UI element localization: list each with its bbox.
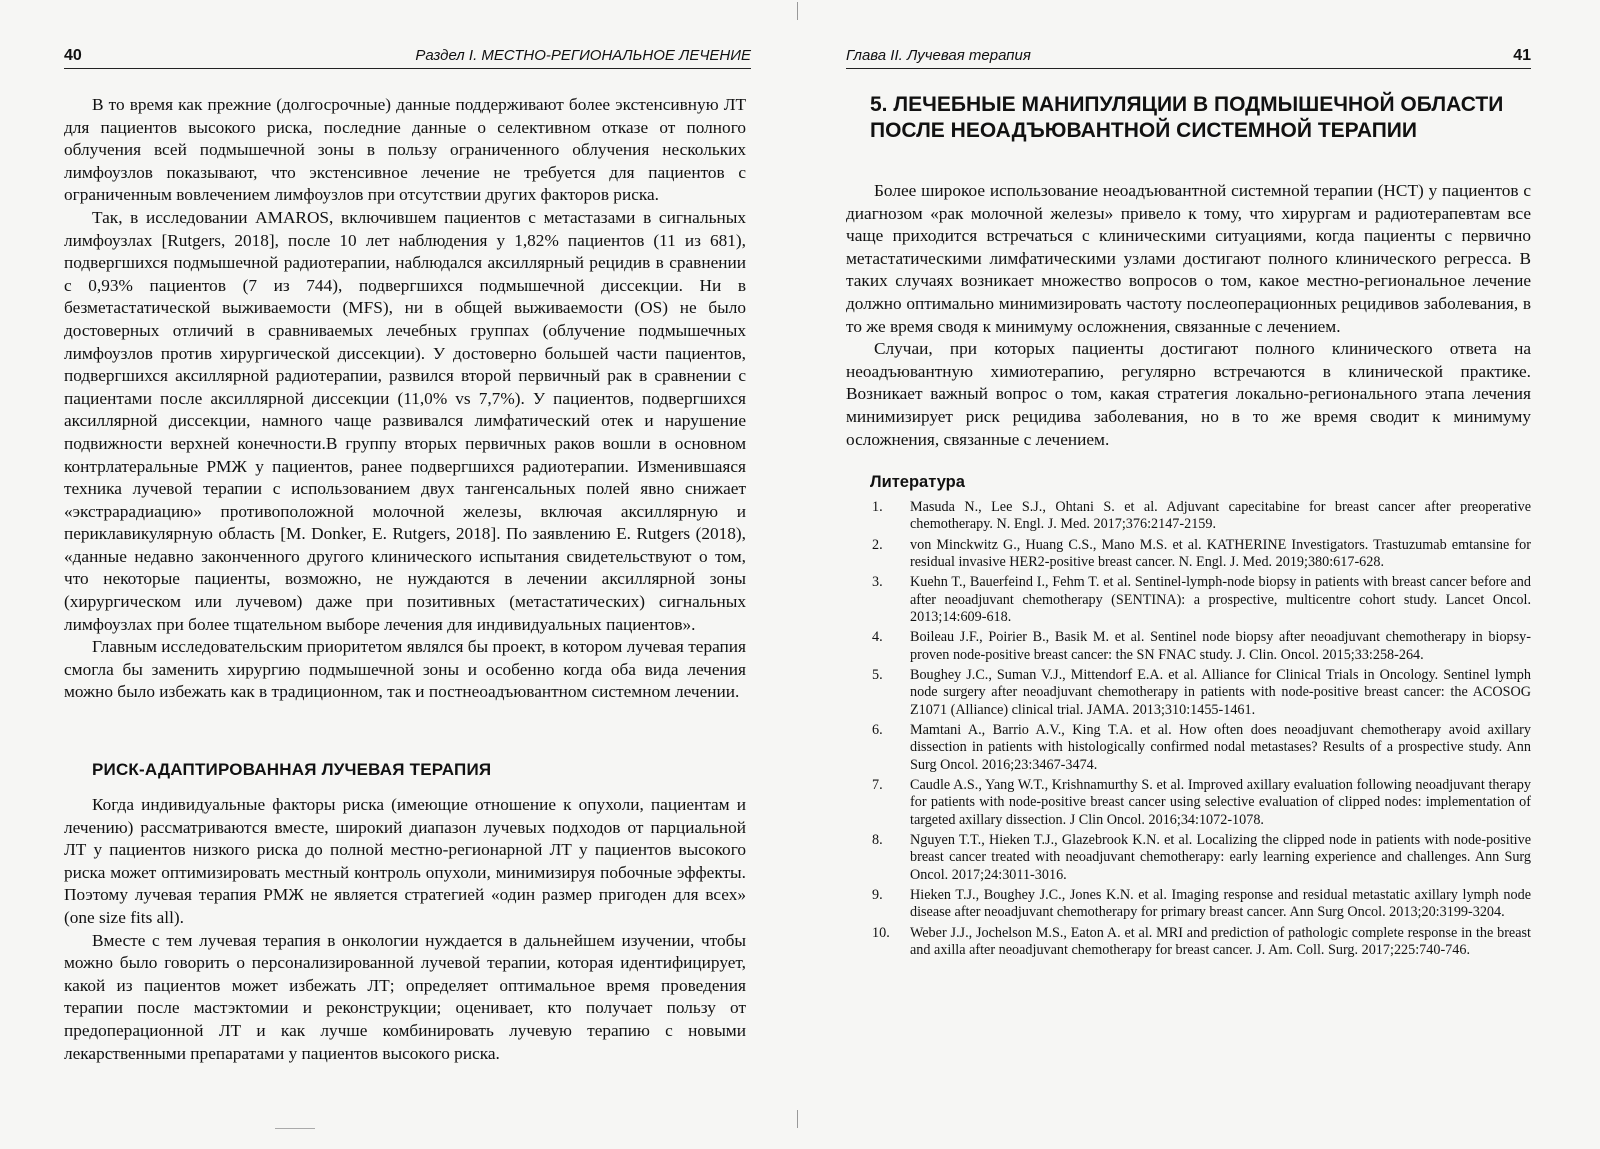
reference-item [846,925,1531,960]
reference-item [846,722,1531,774]
page-number: 41 [1513,47,1531,64]
body-text [846,180,1531,451]
reference-item [846,499,1531,534]
running-title: Глава II. Лучевая терапия [846,47,1031,64]
literature-heading: Литература [870,473,965,491]
reference-item [846,574,1531,626]
reference-item [846,832,1531,884]
reference-number: 10. [872,924,890,941]
reference-text: Mamtani A., Barrio A.V., King T.A. et al. How often does neoadjuvant chemotherapy avoid axillary dissection in patients with histologically confirmed nodal metastases? Results of a prospective study. Ann Surg Oncol. 2016;23:3467-3474. [910,721,1531,773]
reference-number: 2. [872,536,883,553]
chapter-heading: 5. ЛЕЧЕБНЫЕ МАНИПУЛЯЦИИ В ПОДМЫШЕЧНОЙ ОБЛАСТИ ПОСЛЕ НЕОАДЪЮВАНТНОЙ СИСТЕМНОЙ ТЕРАПИИ [870,93,1504,142]
reference-item [846,887,1531,922]
running-title: Раздел I. МЕСТНО-РЕГИОНАЛЬНОЕ ЛЕЧЕНИЕ [415,47,751,64]
body-text-bottom [64,794,746,1065]
body-text-top [64,94,746,704]
section-subheading: РИСК-АДАПТИРОВАННАЯ ЛУЧЕВАЯ ТЕРАПИЯ [92,760,492,779]
running-header-left [64,44,751,69]
reference-text: Boileau J.F., Poirier B., Basik M. et al. Sentinel node biopsy after neoadjuvant chemotherapy in biopsy-proven node-positive breast cancer: the SN FNAC study. J. Clin. Oncol. 2015;33:258-264. [910,629,1531,663]
page-number: 40 [64,47,82,64]
reference-item [846,537,1531,572]
reference-text: von Minckwitz G., Huang C.S., Mano M.S. et al. KATHERINE Investigators. Trastuzumab emtansine for residual invasive HER2-positive breast cancer. N. Engl. J. Med. 2019;380:617-628. [910,536,1531,571]
reference-text: Kuehn T., Bauerfeind I., Fehm T. et al. Sentinel-lymph-node biopsy in patients with breast cancer before and after neoadjuvant chemotherapy (SENTINA): a prospective, multicentre cohort study. Lancet Oncol. 2013;14:609-618. [910,574,1531,626]
reference-item [846,629,1531,664]
paragraph: Вместе с тем лучевая терапия в онкологии нуждается в дальнейшем изучении, чтобы можно было говорить о персонализированной лучевой терапии, которая идентифицирует, какой из пациентов может избежать ЛТ; определяет оптимальное время проведения терапии после мастэктомии и реконструкции; оценивает, кто получает пользу от предоперационной ЛТ и как лучше комбинировать лучевую терапию с новыми лекарственными препаратами у пациентов высокого риска. [64,930,746,1063]
reference-number: 8. [872,831,883,848]
gutter-mark-bottom [797,1110,798,1128]
paragraph: Более широкое использование неоадъювантной системной терапии (НСТ) у пациентов с диагнозом «рак молочной железы» привело к тому, что хирургам и радиотерапевтам все чаще приходится встречаться с клиническими ситуациями, когда пациенты с первично метастатическими лимфатическими узлами достигают полного клинического регресса. В таких случаях возникает множество вопросов о том, какое местно-региональное лечение должно оптимально минимизировать частоту послеоперационных рецидивов заболевания, в то же время сводя к минимуму осложнения, связанные с лечением. [846,181,1531,336]
paragraph: Случаи, при которых пациенты достигают полного клинического ответа на неоадъювантную химиотерапию, регулярно встречаются в клинической практике. Возникает важный вопрос о том, какая стратегия локально-регионального этапа лечения минимизирует риск рецидива заболевания, но в то же время сводит к минимуму осложнения, связанные с лечением. [846,339,1531,449]
reference-text: Masuda N., Lee S.J., Ohtani S. et al. Adjuvant capecitabine for breast cancer after preoperative chemotherapy. N. Engl. J. Med. 2017;376:2147-2159. [910,499,1531,533]
reference-number: 1. [872,499,883,515]
paragraph: Так, в исследовании AMAROS, включившем пациентов с метастазами в сигнальных лимфоузлах [Rutgers, 2018], после 10 лет наблюдения у 1,82% пациентов (11 из 681), подвергшихся подмышечной радиотерапии, наблюдался аксиллярный рецидив в сравнении с 0,93% пациентов (7 из 744), подвергшихся подмышечной диссекции. Ни в безметастатической выживаемости (MFS), ни в общей выживаемости (OS) не было достоверных отличий в сравниваемых лечебных группах (облучение подмышечных лимфоузлов против хирургической диссекции). У достоверно большей части пациентов, подвергшихся аксиллярной радиотерапии, развился второй первичный рак в сравнении с пациентами после аксиллярной диссекции (11,0% vs 7,7%). У пациентов, подвергшихся аксиллярной диссекции, намного чаще развивался лимфатический отек и нарушение подвижности верхней конечности.В группу вторых первичных раков вошли в основном контрлатеральные РМЖ у пациентов, ранее подвергшихся радиотерапии. Изменившаяся техника лучевой терапии с использованием двух тангенсальных полей явно снижает «экстрарадиацию» противоположной молочной железы, включая аксиллярную и периклавикулярную область [M. Donker, E. Rutgers, 2018]. По заявлению E. Rutgers (2018), «данные недавно законченного другого клинического испытания свидетельствуют о том, что некоторые пациенты, возможно, не нуждаются в лечении аксиллярной зоны (хирургическом или лучевом) даже при позитивных (метастатических) сигнальных лимфоузлах при более тщательном выборе лечения для индивидуальных пациентов». [64,207,746,634]
reference-number: 6. [872,721,883,738]
footer-rule [275,1128,315,1129]
reference-number: 5. [872,666,883,683]
reference-list [846,499,1531,962]
reference-text: Hieken T.J., Boughey J.C., Jones K.N. et al. Imaging response and residual metastatic axillary lymph node disease after neoadjuvant chemotherapy for primary breast cancer. Ann Surg Oncol. 2013;20:3199-3204. [910,886,1531,921]
reference-text: Weber J.J., Jochelson M.S., Eaton A. et al. MRI and prediction of pathologic complete response in the breast and axilla after neoadjuvant chemotherapy for breast cancer. J. Am. Coll. Surg. 2017;225:740-746. [910,924,1531,958]
paragraph: Главным исследовательским приоритетом являлся бы проект, в котором лучевая терапия смогла бы заменить хирургию подмышечной зоны и особенно когда оба вида лечения можно было избежать как в традиционном, так и постнеоадъювантном системном лечении. [64,637,746,702]
gutter-mark-top [797,2,798,20]
reference-item [846,667,1531,719]
reference-number: 3. [872,574,883,591]
reference-text: Boughey J.C., Suman V.J., Mittendorf E.A. et al. Alliance for Clinical Trials in Oncology. Sentinel lymph node surgery after neoadjuvant chemotherapy in patients with node-positive breast cancer: the ACOSOG Z1071 (Alliance) clinical trial. JAMA. 2013;310:1455-1461. [910,666,1531,718]
paragraph: В то время как прежние (долгосрочные) данные поддерживают более экстенсивную ЛТ для пациентов высокого риска, последние данные о селективном отказе от полного облучения всей подмышечной зоны в пользу ограниченного облучения нескольких лимфоузлов показывают, что экстенсивное лечение не требуется для пациентов с ограниченным вовлечением лимфоузлов при отсутствии других факторов риска. [64,95,746,205]
reference-text: Caudle A.S., Yang W.T., Krishnamurthy S. et al. Improved axillary evaluation following neoadjuvant therapy for patients with node-positive breast cancer using selective evaluation of clipped nodes: implementation of targeted axillary dissection. J Clin Oncol. 2016;34:1072-1078. [910,776,1531,828]
reference-number: 9. [872,886,883,903]
reference-number: 7. [872,776,883,793]
reference-text: Nguyen T.T., Hieken T.J., Glazebrook K.N. et al. Localizing the clipped node in patients with node-positive breast cancer treated with neoadjuvant chemotherapy: early learning experience and challenges. Ann Surg Oncol. 2017;24:3011-3016. [910,831,1531,883]
right-page [800,0,1600,1149]
reference-item [846,777,1531,829]
reference-number: 4. [872,629,883,646]
running-header-right [846,44,1531,69]
paragraph: Когда индивидуальные факторы риска (имеющие отношение к опухоли, пациентам и лечению) рассматриваются вместе, широкий диапазон лучевых подходов от парциальной ЛТ у пациентов низкого риска до полной местно-регионарной ЛТ у пациентов высокого риска может оптимизировать местный контроль опухоли, минимизируя побочные эффекты. Поэтому лучевая терапия РМЖ не является стратегией «один размер пригоден для всех» (one size fits all). [64,795,746,927]
